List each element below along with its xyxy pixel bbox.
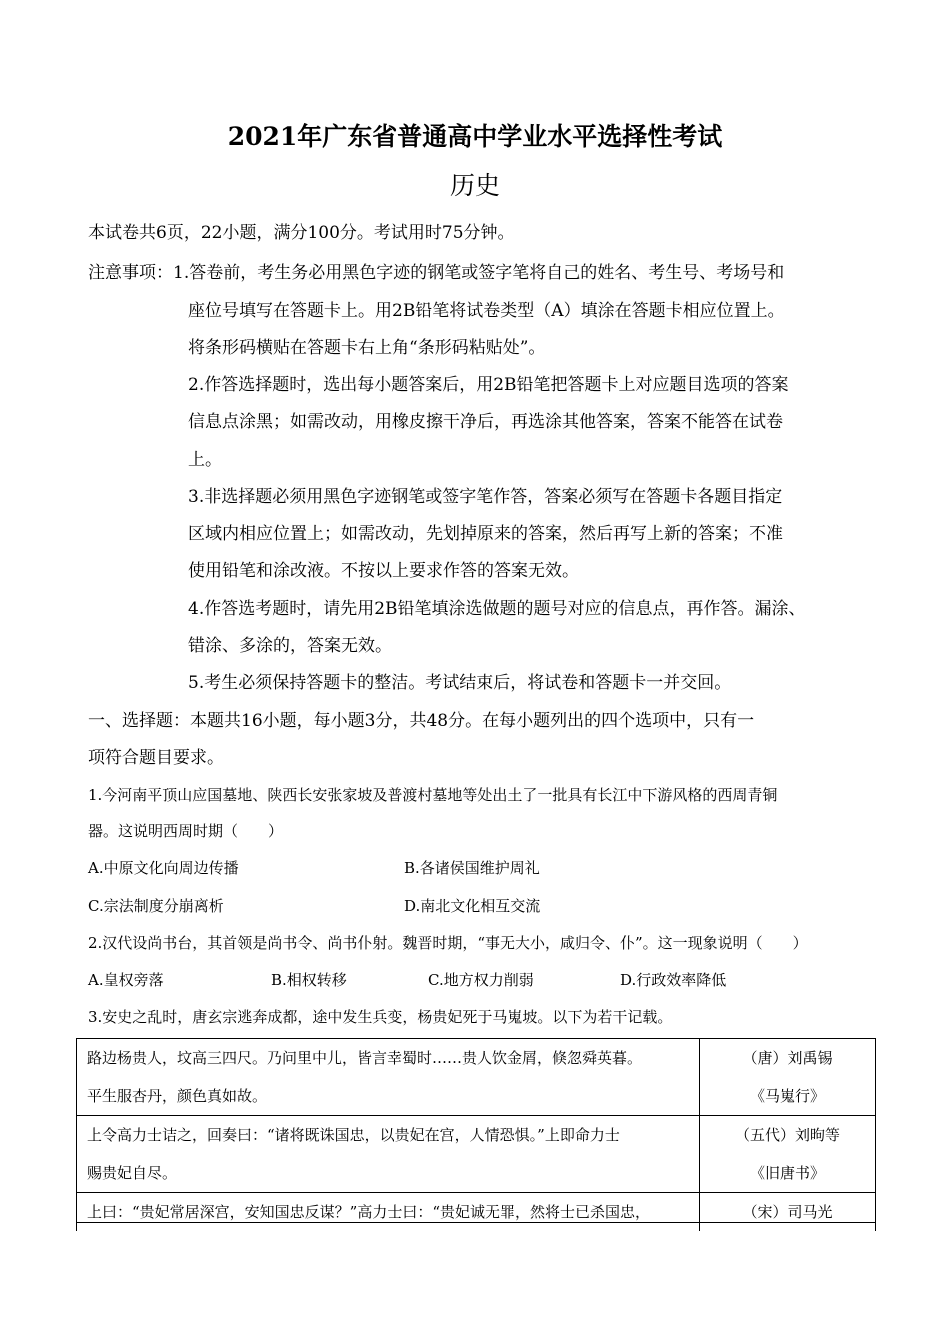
section-line: 项符合题目要求。 [88,748,224,768]
question-stem: 器。这说明西周时期（ ） [88,822,284,840]
option-c[interactable]: C.宗法制度分崩离析 [88,897,224,915]
notes-line: 2.作答选择题时，选出每小题答案后，用2B铅笔把答题卡上对应题目选项的答案 [188,375,789,395]
table-row [77,1116,876,1193]
exam-subject: 历史 [449,171,500,200]
option-d[interactable]: D.行政效率降低 [620,971,727,989]
notes-line: 5.考生必须保持答题卡的整洁。考试结束后，将试卷和答题卡一并交回。 [188,673,732,693]
record-source: （五代）刘昫等 《旧唐书》 [700,1116,876,1193]
notes-line: 4.作答选考题时，请先用2B铅笔填涂选做题的题号对应的信息点，再作答。漏涂、 [188,599,806,619]
section-line: 一、选择题：本题共16小题，每小题3分，共48分。在每小题列出的四个选项中，只有一 [88,711,755,731]
intro-line: 本试卷共6页，22小题，满分100分。考试用时75分钟。 [88,223,515,243]
notes-line: 使用铅笔和涂改液。不按以上要求作答的答案无效。 [188,561,579,581]
record-text: 路边杨贵人，坟高三四尺。乃问里中儿，皆言幸蜀时……贵人饮金屑，倏忽舜英暮。 平生服杏丹，颜色真如故。 [77,1039,700,1116]
notes-line: 上。 [188,450,222,470]
notes-line: 3.非选择题必须用黑色字迹钢笔或签字笔作答，答案必须写在答题卡各题目指定 [188,487,783,507]
option-c[interactable]: C.地方权力削弱 [428,971,534,989]
record-source: （宋）司马光 [700,1193,876,1232]
record-text: 上令高力士诘之，回奏曰：“诸将既诛国忠，以贵妃在宫，人情恐惧。”上即命力士 赐贵妃自尽。 [77,1116,700,1193]
option-b[interactable]: B.相权转移 [271,971,347,989]
notes-line: 信息点涂黑；如需改动，用橡皮擦干净后，再选涂其他答案，答案不能答在试卷 [188,412,783,432]
option-d[interactable]: D.南北文化相互交流 [404,897,541,915]
notes-line: 将条形码横贴在答题卡右上角“条形码粘贴处”。 [188,338,546,358]
record-source: （唐）刘禹锡 《马嵬行》 [700,1039,876,1116]
option-a[interactable]: A.中原文化向周边传播 [88,859,239,877]
table-bottom-border [76,1222,876,1223]
question-stem: 3.安史之乱时，唐玄宗逃奔成都，途中发生兵变，杨贵妃死于马嵬坡。以下为若干记载。 [88,1008,673,1026]
question-stem: 2.汉代设尚书台，其首领是尚书令、尚书仆射。魏晋时期，“事无大小，咸归令、仆”。这一现象说明（ ） [88,934,808,952]
notes-line: 错涂、多涂的，答案无效。 [188,636,392,656]
notes-line: 座位号填写在答题卡上。用2B铅笔将试卷类型（A）填涂在答题卡相应位置上。 [188,301,785,321]
record-text: 上曰：“贵妃常居深宫，安知国忠反谋？”高力士曰：“贵妃诚无罪，然将士已杀国忠， [77,1193,700,1232]
notes-line: 注意事项：1.答卷前，考生务必用黑色字迹的钢笔或签字笔将自己的姓名、考生号、考场号和 [88,263,785,283]
question-stem: 1.今河南平顶山应国墓地、陕西长安张家坡及普渡村墓地等处出土了一批具有长江中下游风格的西周青铜 [88,786,778,804]
option-a[interactable]: A.皇权旁落 [88,971,164,989]
notes-line: 区域内相应位置上；如需改动，先划掉原来的答案，然后再写上新的答案；不准 [188,524,783,544]
option-b[interactable]: B.各诸侯国维护周礼 [404,859,540,877]
table-row [77,1039,876,1116]
table-row [77,1193,876,1232]
records-table [76,1038,876,1231]
exam-title: 2021年广东省普通高中学业水平选择性考试 [227,122,723,151]
